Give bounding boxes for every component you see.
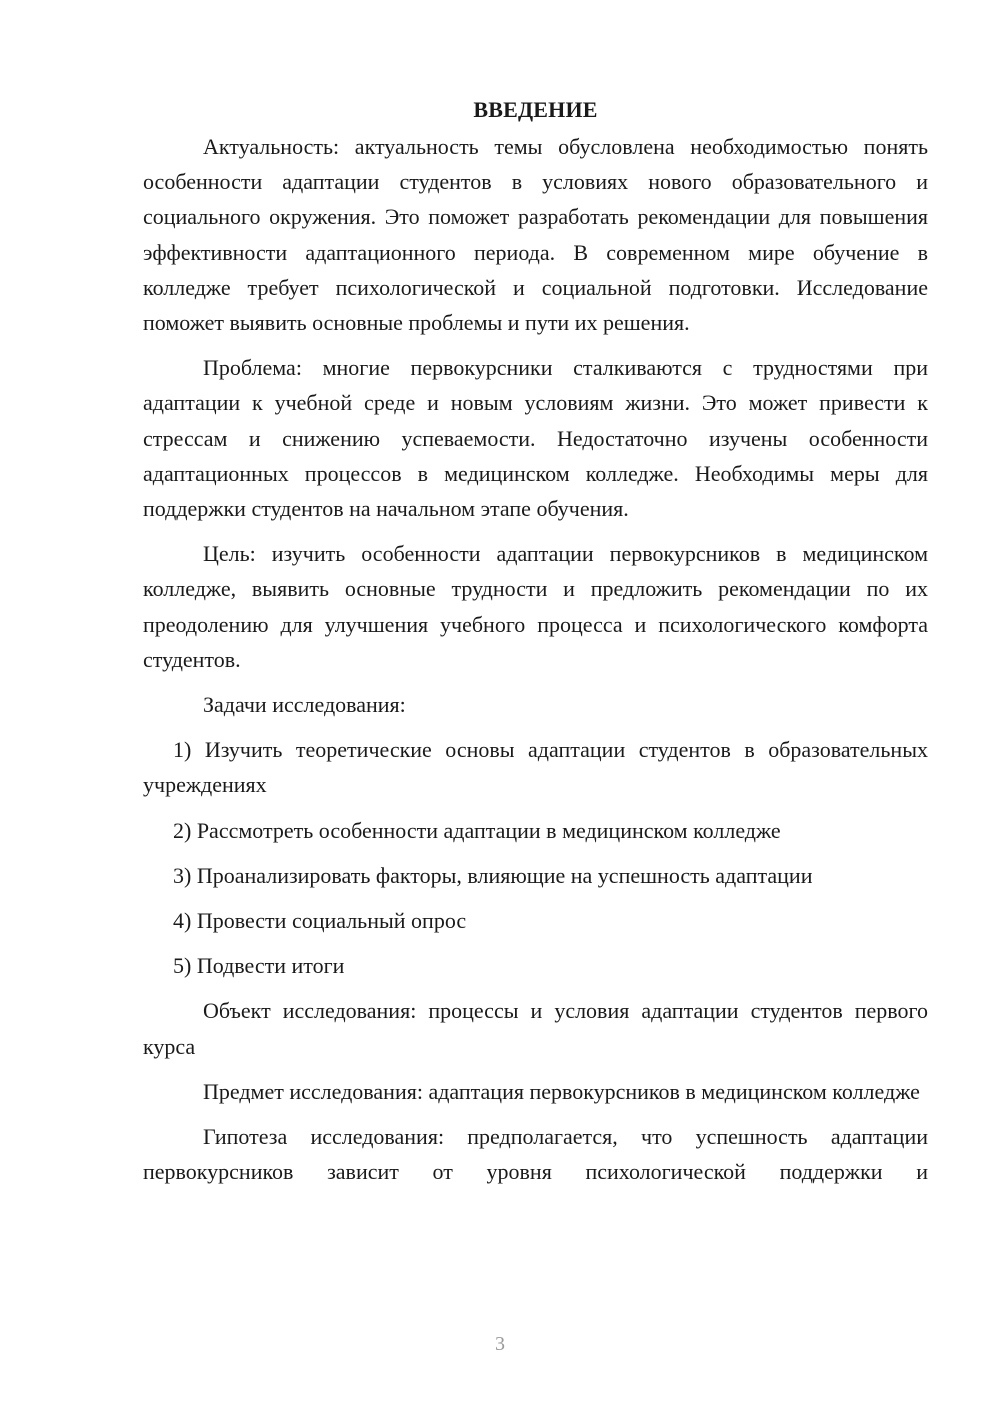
task-item-2: 2) Рассмотреть особенности адаптации в медицинском колледже [173, 817, 781, 843]
paragraph-relevance: Актуальность: актуальность темы обусловлена необходимостью понять особенности адаптации студентов в условиях нового образовательного и социального окружения. Это поможет разработать рекомендации для повышения эффективности адаптационного периода. В современном мире обучение в колледже требует психологической и социальной подготовки. Исследование поможет выявить основные проблемы и пути их решения. [143, 134, 928, 336]
paragraph-subject: Предмет исследования: адаптация первокурсников в медицинском колледже [203, 1078, 920, 1104]
paragraph-goal: Цель: изучить особенности адаптации первокурсников в медицинском колледже, выявить основные трудности и предложить рекомендации по их преодолению для улучшения учебного процесса и психологического комфорта студентов. [143, 541, 928, 672]
section-title: ВВЕДЕНИЕ [473, 97, 598, 122]
tasks-heading: Задачи исследования: [203, 692, 406, 718]
page-number: 3 [495, 1333, 505, 1355]
paragraph-object: Объект исследования: процессы и условия адаптации студентов первого курса [143, 998, 928, 1059]
page-content [143, 92, 928, 1199]
paragraph-problem: Проблема: многие первокурсники сталкиваются с трудностями при адаптации к учебной среде и новым условиям жизни. Это может привести к стрессам и снижению успеваемости. Недостаточно изучены особенности адаптационных процессов в медицинском колледже. Необходимы меры для поддержки студентов на начальном этапе обучения. [143, 355, 928, 522]
paragraph-hypothesis: Гипотеза исследования: предполагается, что успешность адаптации первокурсников зависит от уровня психологической поддержки и [143, 1124, 928, 1185]
task-item-1: 1) Изучить теоретические основы адаптации студентов в образовательных учреждениях [143, 737, 928, 798]
task-item-3: 3) Проанализировать факторы, влияющие на успешность адаптации [173, 862, 813, 888]
task-item-4: 4) Провести социальный опрос [173, 908, 467, 934]
task-item-5: 5) Подвести итоги [173, 953, 345, 979]
